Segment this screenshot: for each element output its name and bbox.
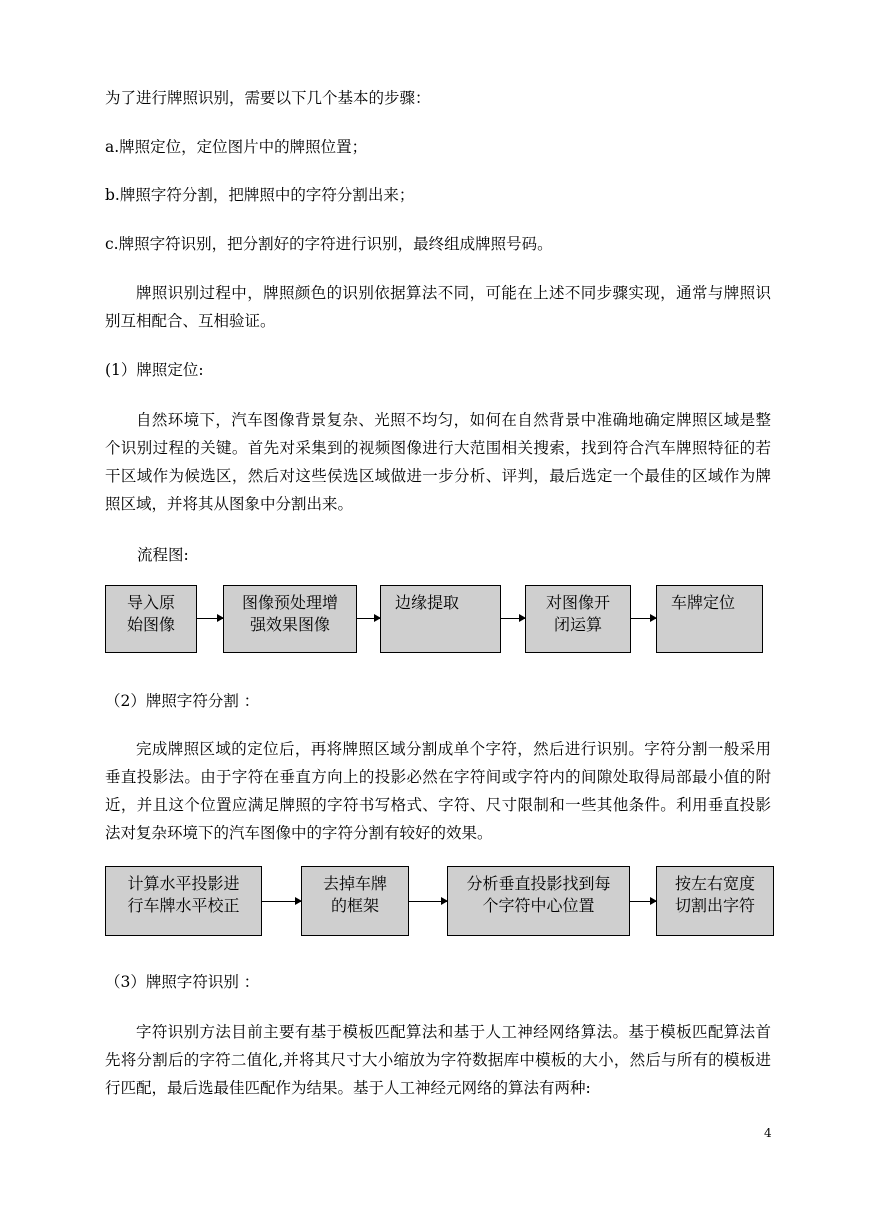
flow1-box-locate: 车牌定位	[656, 585, 763, 653]
flow1-arrow-2	[357, 618, 380, 619]
section3-paragraph: 字符识别方法目前主要有基于模板匹配算法和基于人工神经网络算法。基于模板匹配算法首先将分割后的字符二值化,并将其尺寸大小缩放为字符数据库中模板的大小，然后与所有的模板进行匹配，最后选最佳匹配作为结果。基于人工神经元网络的算法有两种:	[105, 1023, 771, 1097]
flow2-box-horizontal: 计算水平投影进 行车牌水平校正	[105, 866, 262, 936]
flow2-arrow-2	[409, 901, 447, 902]
flow2-box-frame: 去掉车牌 的框架	[301, 866, 409, 936]
flow1-box-import: 导入原 始图像	[105, 585, 197, 653]
section2-heading: （2）牌照字符分割 ：	[105, 692, 260, 710]
step-a: a.牌照定位，定位图片中的牌照位置；	[105, 138, 368, 156]
section3-heading: （3）牌照字符识别 ：	[105, 973, 260, 991]
flow2-box-cut: 按左右宽度 切割出字符	[656, 866, 774, 936]
step-b: b.牌照字符分割，把牌照中的字符分割出来；	[105, 186, 415, 204]
flow1-box-edge: 边缘提取	[380, 585, 501, 653]
flow2-arrow-3	[630, 901, 656, 902]
flow1-arrow-4	[631, 618, 656, 619]
intro-line: 为了进行牌照识别，需要以下几个基本的步骤：	[105, 89, 431, 107]
section2-paragraph: 完成牌照区域的定位后，再将牌照区域分割成单个字符，然后进行识别。字符分割一般采用垂直投影法。由于字符在垂直方向上的投影必然在字符间或字符内的间隙处取得局部最小值的附近，并且这个位置应满足牌照的字符书写格式、字符、尺寸限制和一些其他条件。利用垂直投影法对复杂环境下的汽车图像中的字符分割有较好的效果。	[105, 740, 771, 842]
section1-paragraph: 自然环境下，汽车图像背景复杂、光照不均匀，如何在自然背景中准确地确定牌照区域是整个识别过程的关键。首先对采集到的视频图像进行大范围相关搜索，找到符合汽车牌照特征的若干区域作为候选区，然后对这些侯选区域做进一步分析、评判，最后选定一个最佳的区域作为牌照区域，并将其从图象中分割出来。	[105, 411, 771, 513]
flow1-box-preprocess: 图像预处理增 强效果图像	[223, 585, 357, 653]
step-c: c.牌照字符识别，把分割好的字符进行识别，最终组成牌照号码。	[105, 235, 553, 253]
flow1-arrow-1	[197, 618, 223, 619]
flow1-arrow-3	[501, 618, 525, 619]
flow2-arrow-1	[262, 901, 301, 902]
flow1-box-morph: 对图像开 闭运算	[525, 585, 631, 653]
page-number: 4	[764, 1126, 772, 1140]
section1-heading: (1）牌照定位:	[105, 361, 204, 379]
flow2-box-vertical: 分析垂直投影找到每 个字符中心位置	[447, 866, 630, 936]
flowchart-label: 流程图:	[137, 546, 189, 564]
color-paragraph: 牌照识别过程中，牌照颜色的识别依据算法不同，可能在上述不同步骤实现，通常与牌照识别互相配合、互相验证。	[105, 284, 771, 330]
